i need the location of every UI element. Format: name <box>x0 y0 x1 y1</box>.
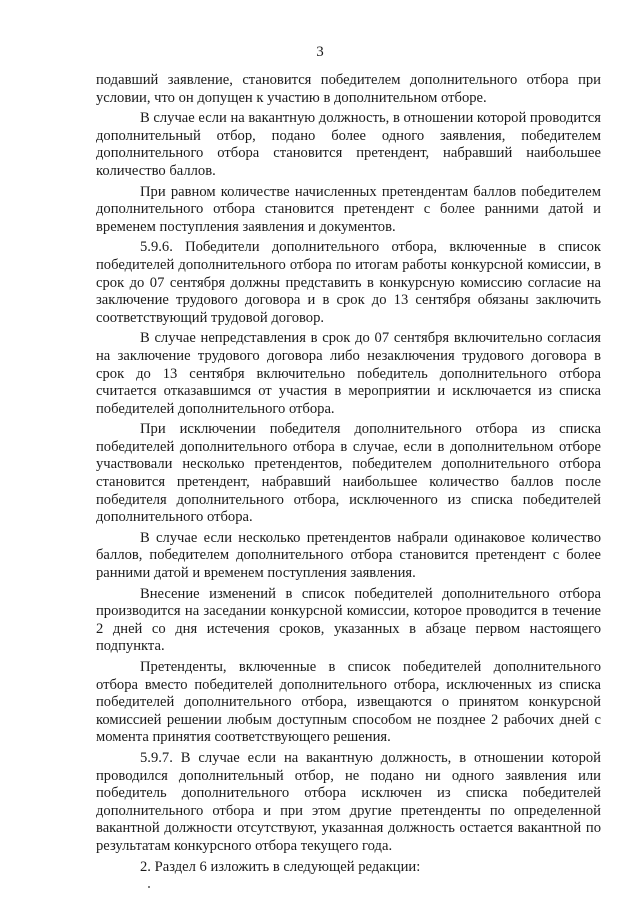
paragraph-notification: Претенденты, включенные в список победителей дополнительного отбора вместо победителей дополнительного отбора, исключенных из списка победителей дополнительного отбора, извещаются о принятом конкурсной комиссией решении любым доступным способом не позднее 2 рабочих дней с момента принятия соответствующего решения. <box>96 659 601 746</box>
paragraph-5-9-7: 5.9.7. В случае если на вакантную должность, в отношении которой проводился дополнительный отбор, не подано ни одного заявления или победитель дополнительного отбора исключен из списка победителей дополнительного отбора и при этом другие претенденты по определенной вакантной должности отсутствуют, указанная должность остается вакантной по результатам конкурсного отбора текущего года. <box>96 749 601 854</box>
paragraph-continuation: подавший заявление, становится победителем дополнительного отбора при условии, что он допущен к участию в дополнительном отборе. <box>96 72 601 106</box>
document-body <box>96 72 601 879</box>
paragraph-section-6: 2. Раздел 6 изложить в следующей редакции: <box>140 858 421 875</box>
paragraph-equal-score: При равном количестве начисленных претендентам баллов победителем дополнительного отбора становится претендент с более ранними датой и временем поступления заявления и документов. <box>96 183 601 235</box>
scan-speck <box>148 886 150 888</box>
paragraph-non-submission: В случае непредставления в срок до 07 сентября включительно согласия на заключение трудового договора либо незаключения трудового договора в срок до 13 сентября включительно победитель дополнительного отбора считается отказавшимся от участия в мероприятии и исключается из списка победителей дополнительного отбора. <box>96 330 601 417</box>
paragraph-list-changes: Внесение изменений в список победителей дополнительного отбора производится на заседании конкурсной комиссии, которое проводится в течение 2 дней со дня истечения сроков, указанных в абзаце первом настоящего подпункта. <box>96 585 601 655</box>
paragraph-exclusion: При исключении победителя дополнительного отбора из списка победителей дополнительного отбора в случае, если в дополнительном отборе участвовали несколько претендентов, победителем дополнительного отбора становится претендент, набравший наибольшее количество баллов после победителя дополнительного отбора, исключенного из списка победителей дополнительного отбора. <box>96 421 601 526</box>
paragraph-5-9-6: 5.9.6. Победители дополнительного отбора, включенные в список победителей дополнительного отбора по итогам работы конкурсной комиссии, в срок до 07 сентября должны представить в конкурсную комиссию согласие на заключение трудового договора и в срок до 13 сентября обязаны заключить соответствующий трудовой договор. <box>96 239 601 326</box>
paragraph-tie: В случае если несколько претендентов набрали одинаковое количество баллов, победителем дополнительного отбора становится претендент с более ранними датой и временем поступления заявления. <box>96 529 601 582</box>
paragraph-multiple-applications: В случае если на вакантную должность, в отношении которой проводится дополнительный отбор, подано более одного заявления, победителем дополнительного отбора становится претендент, набравший наибольшее количество баллов. <box>96 110 601 179</box>
page-number: 3 <box>316 44 324 60</box>
